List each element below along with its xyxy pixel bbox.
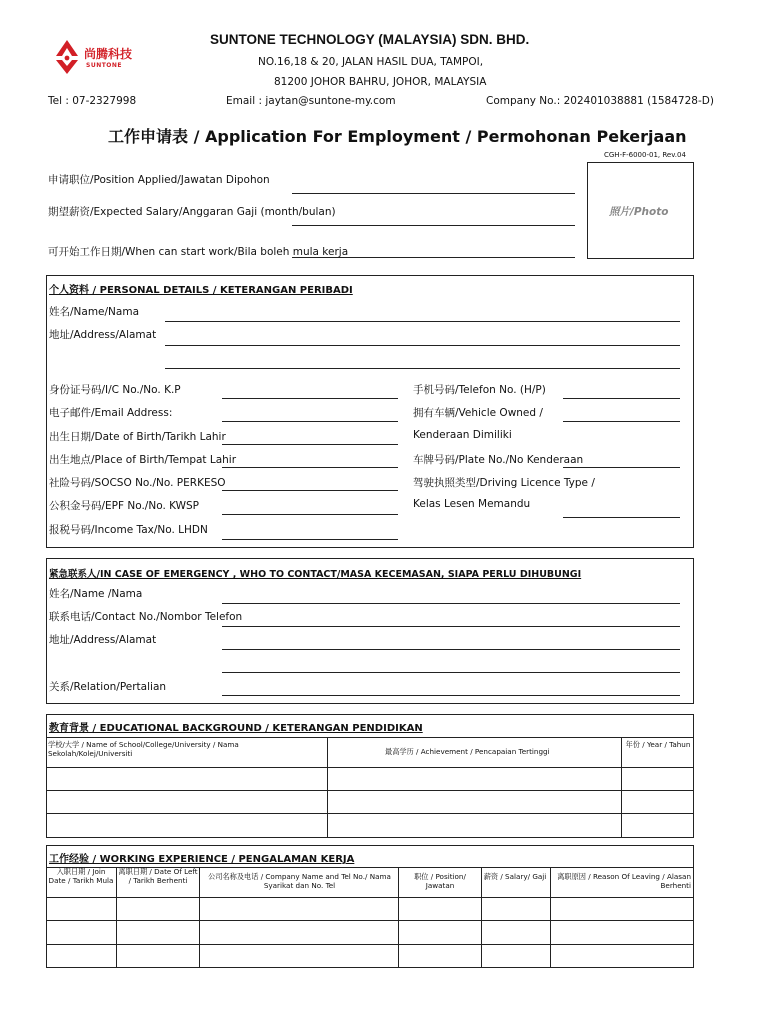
work-row[interactable] — [47, 898, 693, 920]
epf-label: 公积金号码/EPF No./No. KWSP — [49, 500, 200, 512]
start-date-label: 可开始工作日期/When can start work/Bila boleh mula kerja — [48, 246, 349, 258]
education-col-achievement: 最高学历 / Achievement / Pencapaian Tertinggi — [385, 747, 550, 756]
plate-label: 车牌号码/Plate No./No Kenderaan — [413, 454, 584, 466]
phone-field[interactable] — [563, 398, 680, 399]
licence-field[interactable] — [563, 517, 680, 518]
emergency-relation-field[interactable] — [222, 695, 680, 696]
education-row[interactable] — [47, 768, 693, 790]
logo-text-en: SUNTONE — [86, 62, 123, 69]
plate-field[interactable] — [563, 467, 680, 468]
emergency-address-field-2[interactable] — [222, 672, 680, 673]
email-field[interactable] — [222, 421, 398, 422]
form-code: CGH-F-6000-01, Rev.04 — [604, 151, 686, 159]
work-col-company: 公司名称及电话 / Company Name and Tel No./ Nama Syarikat dan No. Tel — [208, 872, 391, 890]
company-logo — [52, 38, 132, 78]
income-tax-label: 报税号码/Income Tax/No. LHDN — [49, 524, 208, 536]
company-address-line-2: 81200 JOHOR BAHRU, JOHOR, MALAYSIA — [274, 76, 487, 88]
phone-label: 手机号码/Telefon No. (H/P) — [413, 384, 546, 396]
dob-label: 出生日期/Date of Birth/Tarikh Lahir — [49, 431, 226, 443]
vehicle-field[interactable] — [563, 421, 680, 422]
work-row[interactable] — [47, 921, 693, 944]
position-applied-label: 申请职位/Position Applied/Jawatan Dipohon — [48, 174, 270, 186]
pob-label: 出生地点/Place of Birth/Tempat Lahir — [49, 454, 237, 466]
income-tax-field[interactable] — [222, 539, 398, 540]
company-address-line-1: NO.16,18 & 20, JALAN HASIL DUA, TAMPOI, — [258, 56, 484, 68]
emergency-name-label: 姓名/Name /Nama — [49, 588, 143, 600]
education-col-year: 年份 / Year / Tahun — [625, 740, 691, 749]
ic-number-field[interactable] — [222, 398, 398, 399]
company-name: SUNTONE TECHNOLOGY (MALAYSIA) SDN. BHD. — [210, 32, 530, 47]
emergency-address-field-1[interactable] — [222, 649, 680, 650]
pob-field[interactable] — [222, 467, 398, 468]
education-title: 教育背景 / EDUCATIONAL BACKGROUND / KETERANGAN PENDIDIKAN — [49, 723, 423, 734]
education-row[interactable] — [47, 791, 693, 813]
emergency-relation-label: 关系/Relation/Pertalian — [49, 681, 167, 693]
work-row[interactable] — [47, 945, 693, 967]
epf-field[interactable] — [222, 514, 398, 515]
education-col-school: 学校/大学 / Name of School/College/University / Nama Sekolah/Kolej/Universiti — [48, 740, 239, 758]
work-col-left: 离职日期 / Date Of Left / Tarikh Berhenti — [118, 867, 198, 885]
dob-field[interactable] — [222, 444, 398, 445]
work-col-join: 入职日期 / Join Date / Tarikh Mula — [48, 867, 114, 885]
licence-label-1: 驾驶执照类型/Driving Licence Type / — [413, 477, 595, 489]
address-field-line-1[interactable] — [165, 345, 680, 346]
email-label: 电子邮件/Email Address: — [49, 407, 173, 419]
work-experience-title: 工作经验 / WORKING EXPERIENCE / PENGALAMAN KERJA — [49, 854, 355, 865]
logo-mark-icon — [52, 38, 82, 76]
personal-details-title: 个人资料 / PERSONAL DETAILS / KETERANGAN PERIBADI — [49, 285, 353, 296]
socso-label: 社险号码/SOCSO No./No. PERKESO — [49, 477, 226, 489]
expected-salary-label: 期望薪资/Expected Salary/Anggaran Gaji (month/bulan) — [48, 206, 336, 218]
vehicle-label-1: 拥有车辆/Vehicle Owned / — [413, 407, 543, 419]
address-label: 地址/Address/Alamat — [49, 329, 157, 341]
start-date-field[interactable] — [292, 257, 575, 258]
education-row[interactable] — [47, 814, 693, 837]
address-field-line-2[interactable] — [165, 368, 680, 369]
expected-salary-field[interactable] — [292, 225, 575, 226]
logo-text-cn: 尚腾科技 — [84, 47, 133, 61]
company-email: Email : jaytan@suntone-my.com — [226, 95, 396, 107]
name-label: 姓名/Name/Nama — [49, 306, 140, 318]
socso-field[interactable] — [222, 490, 398, 491]
form-title: 工作申请表 / Application For Employment / Permohonan Pekerjaan — [108, 127, 687, 146]
emergency-contact-field[interactable] — [222, 626, 680, 627]
emergency-address-label: 地址/Address/Alamat — [49, 634, 157, 646]
photo-label: 照片/Photo — [609, 206, 669, 218]
work-col-position: 职位 / Position/ Jawatan — [414, 872, 466, 890]
emergency-title: 紧急联系人/IN CASE OF EMERGENCY , WHO TO CONTACT/MASA KECEMASAN, SIAPA PERLU DIHUBUNGI — [49, 569, 582, 580]
company-number: Company No.: 202401038881 (1584728-D) — [486, 95, 714, 107]
work-col-salary: 薪资 / Salary/ Gaji — [483, 872, 547, 881]
name-field[interactable] — [165, 321, 680, 322]
work-col-reason: 离职原因 / Reason Of Leaving / Alasan Berhenti — [557, 872, 691, 890]
company-tel: Tel : 07-2327998 — [48, 95, 137, 107]
emergency-name-field[interactable] — [222, 603, 680, 604]
vehicle-label-2: Kenderaan Dimiliki — [413, 429, 512, 441]
ic-number-label: 身份证号码/I/C No./No. K.P — [49, 384, 181, 396]
licence-label-2: Kelas Lesen Memandu — [413, 498, 531, 510]
position-applied-field[interactable] — [292, 193, 575, 194]
emergency-contact-label: 联系电话/Contact No./Nombor Telefon — [49, 611, 243, 623]
